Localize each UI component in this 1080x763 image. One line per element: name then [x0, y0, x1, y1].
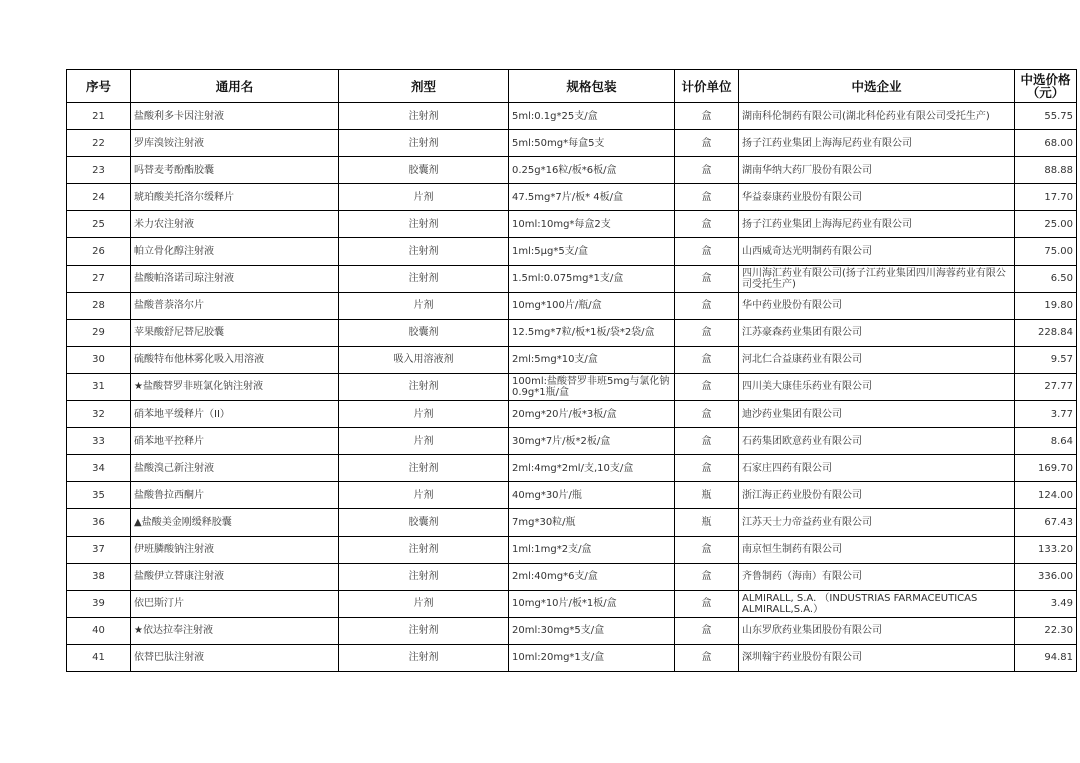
row-price: 68.00	[1015, 130, 1077, 157]
row-no: 37	[67, 536, 131, 563]
table-row	[67, 536, 1077, 563]
row-unit: 盒	[675, 103, 739, 130]
row-spec: 100ml:盐酸替罗非班5mg与氯化钠0.9g*1瓶/盒	[509, 373, 675, 400]
row-spec: 10ml:20mg*1支/盒	[509, 644, 675, 671]
row-company: 迪沙药业集团有限公司	[739, 401, 1015, 428]
row-company: 湖南科伦制药有限公司(湖北科伦药业有限公司受托生产)	[739, 103, 1015, 130]
row-unit: 盒	[675, 157, 739, 184]
row-spec: 20ml:30mg*5支/盒	[509, 617, 675, 644]
row-spec: 0.25g*16粒/板*6板/盒	[509, 157, 675, 184]
row-no: 22	[67, 130, 131, 157]
row-unit: 盒	[675, 211, 739, 238]
row-form: 片剂	[339, 482, 509, 509]
row-spec: 1ml:1mg*2支/盒	[509, 536, 675, 563]
row-form: 注射剂	[339, 563, 509, 590]
row-spec: 1ml:5μg*5支/盒	[509, 238, 675, 265]
row-price: 6.50	[1015, 265, 1077, 292]
row-spec: 10mg*100片/瓶/盒	[509, 292, 675, 319]
table-row	[67, 563, 1077, 590]
row-company: 山西威奇达光明制药有限公司	[739, 238, 1015, 265]
row-unit: 盒	[675, 563, 739, 590]
row-name: 琥珀酸美托洛尔缓释片	[131, 184, 339, 211]
table-row	[67, 130, 1077, 157]
row-company: 湖南华纳大药厂股份有限公司	[739, 157, 1015, 184]
row-company: ALMIRALL, S.A. （INDUSTRIAS FARMACEUTICAS ALMIRALL,S.A.）	[739, 590, 1015, 617]
row-company: 南京恒生制药有限公司	[739, 536, 1015, 563]
row-form: 片剂	[339, 292, 509, 319]
drug-price-table	[66, 69, 1077, 672]
row-price: 133.20	[1015, 536, 1077, 563]
row-form: 注射剂	[339, 211, 509, 238]
row-price: 17.70	[1015, 184, 1077, 211]
table-row	[67, 184, 1077, 211]
row-no: 27	[67, 265, 131, 292]
table-row	[67, 103, 1077, 130]
row-spec: 20mg*20片/板*3板/盒	[509, 401, 675, 428]
row-price: 3.77	[1015, 401, 1077, 428]
row-name: ★依达拉奉注射液	[131, 617, 339, 644]
row-unit: 盒	[675, 428, 739, 455]
table-row	[67, 509, 1077, 536]
table-row	[67, 482, 1077, 509]
row-company: 浙江海正药业股份有限公司	[739, 482, 1015, 509]
row-unit: 盒	[675, 373, 739, 400]
row-company: 华益泰康药业股份有限公司	[739, 184, 1015, 211]
row-spec: 1.5ml:0.075mg*1支/盒	[509, 265, 675, 292]
header-no: 序号	[67, 70, 131, 103]
row-price: 67.43	[1015, 509, 1077, 536]
row-company: 扬子江药业集团上海海尼药业有限公司	[739, 211, 1015, 238]
table-row	[67, 373, 1077, 400]
row-unit: 瓶	[675, 482, 739, 509]
row-price: 22.30	[1015, 617, 1077, 644]
row-price: 228.84	[1015, 319, 1077, 346]
row-unit: 盒	[675, 184, 739, 211]
row-price: 169.70	[1015, 455, 1077, 482]
row-no: 35	[67, 482, 131, 509]
row-form: 注射剂	[339, 536, 509, 563]
row-form: 片剂	[339, 184, 509, 211]
row-no: 29	[67, 319, 131, 346]
row-name: 硫酸特布他林雾化吸入用溶液	[131, 346, 339, 373]
row-form: 片剂	[339, 401, 509, 428]
row-price: 8.64	[1015, 428, 1077, 455]
row-spec: 5ml:0.1g*25支/盒	[509, 103, 675, 130]
row-form: 注射剂	[339, 373, 509, 400]
row-name: 盐酸溴己新注射液	[131, 455, 339, 482]
row-unit: 盒	[675, 617, 739, 644]
row-spec: 2ml:40mg*6支/盒	[509, 563, 675, 590]
row-spec: 40mg*30片/瓶	[509, 482, 675, 509]
row-company: 江苏天士力帝益药业有限公司	[739, 509, 1015, 536]
row-price: 124.00	[1015, 482, 1077, 509]
row-price: 3.49	[1015, 590, 1077, 617]
header-unit: 计价单位	[675, 70, 739, 103]
table-row	[67, 644, 1077, 671]
row-spec: 5ml:50mg*每盒5支	[509, 130, 675, 157]
row-name: 盐酸伊立替康注射液	[131, 563, 339, 590]
row-no: 26	[67, 238, 131, 265]
row-unit: 盒	[675, 401, 739, 428]
row-form: 片剂	[339, 428, 509, 455]
row-price: 25.00	[1015, 211, 1077, 238]
row-no: 33	[67, 428, 131, 455]
row-company: 扬子江药业集团上海海尼药业有限公司	[739, 130, 1015, 157]
row-price: 19.80	[1015, 292, 1077, 319]
row-company: 齐鲁制药（海南）有限公司	[739, 563, 1015, 590]
row-price: 75.00	[1015, 238, 1077, 265]
row-name: ★盐酸替罗非班氯化钠注射液	[131, 373, 339, 400]
row-company: 河北仁合益康药业有限公司	[739, 346, 1015, 373]
row-form: 吸入用溶液剂	[339, 346, 509, 373]
table-row	[67, 157, 1077, 184]
row-name: 盐酸普萘洛尔片	[131, 292, 339, 319]
row-company: 四川海汇药业有限公司(扬子江药业集团四川海蓉药业有限公司受托生产)	[739, 265, 1015, 292]
row-name: 硝苯地平控释片	[131, 428, 339, 455]
row-name: 依替巴肽注射液	[131, 644, 339, 671]
table-row	[67, 428, 1077, 455]
row-name: 苹果酸舒尼替尼胶囊	[131, 319, 339, 346]
row-unit: 盒	[675, 319, 739, 346]
row-name: 依巴斯汀片	[131, 590, 339, 617]
row-form: 注射剂	[339, 103, 509, 130]
row-form: 注射剂	[339, 130, 509, 157]
row-form: 注射剂	[339, 644, 509, 671]
row-form: 胶囊剂	[339, 319, 509, 346]
header-row	[67, 70, 1077, 103]
row-price: 27.77	[1015, 373, 1077, 400]
row-spec: 2ml:5mg*10支/盒	[509, 346, 675, 373]
row-no: 23	[67, 157, 131, 184]
row-unit: 盒	[675, 130, 739, 157]
row-unit: 盒	[675, 265, 739, 292]
row-price: 55.75	[1015, 103, 1077, 130]
row-no: 25	[67, 211, 131, 238]
row-no: 28	[67, 292, 131, 319]
table-row	[67, 617, 1077, 644]
row-price: 88.88	[1015, 157, 1077, 184]
table-row	[67, 455, 1077, 482]
row-company: 石药集团欧意药业有限公司	[739, 428, 1015, 455]
row-no: 24	[67, 184, 131, 211]
row-unit: 盒	[675, 644, 739, 671]
row-price: 9.57	[1015, 346, 1077, 373]
row-no: 30	[67, 346, 131, 373]
row-no: 34	[67, 455, 131, 482]
row-name: 硝苯地平缓释片（II）	[131, 401, 339, 428]
table-row	[67, 319, 1077, 346]
row-no: 39	[67, 590, 131, 617]
row-spec: 30mg*7片/板*2板/盒	[509, 428, 675, 455]
row-name: 盐酸鲁拉西酮片	[131, 482, 339, 509]
row-unit: 盒	[675, 292, 739, 319]
table-body	[67, 103, 1077, 672]
row-company: 四川美大康佳乐药业有限公司	[739, 373, 1015, 400]
row-price: 94.81	[1015, 644, 1077, 671]
row-unit: 盒	[675, 455, 739, 482]
row-form: 注射剂	[339, 265, 509, 292]
row-no: 40	[67, 617, 131, 644]
table-row	[67, 292, 1077, 319]
row-company: 华中药业股份有限公司	[739, 292, 1015, 319]
row-spec: 7mg*30粒/瓶	[509, 509, 675, 536]
header-price: 中选价格（元）	[1015, 70, 1077, 103]
table-row	[67, 265, 1077, 292]
row-name: 罗库溴铵注射液	[131, 130, 339, 157]
row-spec: 47.5mg*7片/板* 4板/盒	[509, 184, 675, 211]
row-name: 吗替麦考酚酯胶囊	[131, 157, 339, 184]
header-company: 中选企业	[739, 70, 1015, 103]
header-name: 通用名	[131, 70, 339, 103]
row-company: 石家庄四药有限公司	[739, 455, 1015, 482]
table-row	[67, 401, 1077, 428]
row-spec: 12.5mg*7粒/板*1板/袋*2袋/盒	[509, 319, 675, 346]
row-unit: 盒	[675, 536, 739, 563]
table-row	[67, 238, 1077, 265]
table-row	[67, 211, 1077, 238]
row-name: 伊班膦酸钠注射液	[131, 536, 339, 563]
row-form: 注射剂	[339, 455, 509, 482]
row-no: 31	[67, 373, 131, 400]
row-company: 山东罗欣药业集团股份有限公司	[739, 617, 1015, 644]
header-form: 剂型	[339, 70, 509, 103]
row-price: 336.00	[1015, 563, 1077, 590]
row-form: 片剂	[339, 590, 509, 617]
row-name: 盐酸利多卡因注射液	[131, 103, 339, 130]
row-form: 注射剂	[339, 617, 509, 644]
row-no: 36	[67, 509, 131, 536]
row-name: 盐酸帕洛诺司琼注射液	[131, 265, 339, 292]
row-no: 38	[67, 563, 131, 590]
row-no: 41	[67, 644, 131, 671]
row-name: 米力农注射液	[131, 211, 339, 238]
row-unit: 盒	[675, 238, 739, 265]
row-form: 胶囊剂	[339, 157, 509, 184]
table-row	[67, 590, 1077, 617]
row-unit: 盒	[675, 346, 739, 373]
row-form: 胶囊剂	[339, 509, 509, 536]
row-unit: 盒	[675, 590, 739, 617]
row-form: 注射剂	[339, 238, 509, 265]
table-row	[67, 346, 1077, 373]
row-name: ▲盐酸美金刚缓释胶囊	[131, 509, 339, 536]
row-name: 帕立骨化醇注射液	[131, 238, 339, 265]
row-spec: 10ml:10mg*每盒2支	[509, 211, 675, 238]
row-spec: 2ml:4mg*2ml/支,10支/盒	[509, 455, 675, 482]
row-no: 21	[67, 103, 131, 130]
row-spec: 10mg*10片/板*1板/盒	[509, 590, 675, 617]
row-company: 深圳翰宇药业股份有限公司	[739, 644, 1015, 671]
header-spec: 规格包装	[509, 70, 675, 103]
row-no: 32	[67, 401, 131, 428]
row-company: 江苏豪森药业集团有限公司	[739, 319, 1015, 346]
row-unit: 瓶	[675, 509, 739, 536]
